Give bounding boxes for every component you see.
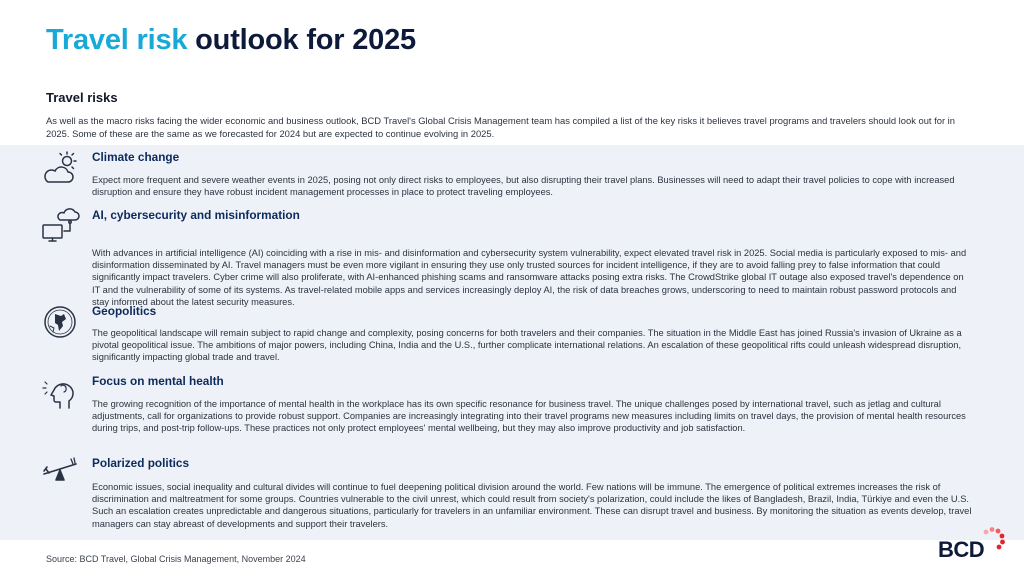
- risk-heading: Polarized politics: [92, 456, 190, 470]
- risk-body: With advances in artificial intelligence (AI) coinciding with a rise in mis- and disinformation and cybersecurity system vulnerability, expect elevated travel risk in 2025. Social media is particularly exposed to mis- and disinformation disseminated by AI. Travel managers must be even more vigilant in ensuring they use only trusted sources for incident intelligence, if they are to avoid falling prey to false information that could significantly impact travelers. Cyber crime will also proliferate, with AI-enhanced phishing scams and ransomware attacks posing extra risks. The CrowdStrike global IT outage also exposed travel's dependence on IT and the vulnerability of some of its systems. As travel-related mobile apps and services increasingly deploy AI, the risk of data breaches grows, underscoring to need to maintain robust password protocols and stay informed about the latest security measures.: [92, 248, 967, 307]
- risk-heading: Focus on mental health: [92, 374, 224, 388]
- risk-body: Expect more frequent and severe weather events in 2025, posing not only direct risks to employees, but also disrupting their travel plans. Businesses will need to adapt their travel policies to cope with increased disruption and ensure they have robust incident management processes in place to protect traveling employees.: [92, 175, 955, 198]
- ai-cyber-icon: [40, 208, 80, 244]
- page-title-accent: Travel risk: [46, 24, 188, 56]
- risk-body: Economic issues, social inequality and cultural divides will continue to fuel deepening political division around the world. Few nations will be immune. The emergence of political extremes increases the risk of discrimination and maltreatment for some groups. Countries vulnerable to the civil unrest, which could result from society's polarization, could include the likes of Bangladesh, Brazil, India, Türkiye and even the U.S. Such an escalation creates unpredictable and dangerous situations, particularly for travelers in an unfamiliar environment. These can disrupt travel and business. By monitoring the situation as events develop, travel managers can stay abreast of developments and support their travelers.: [92, 482, 972, 529]
- seesaw-icon: [40, 456, 80, 492]
- mental-health-icon: [40, 374, 80, 410]
- page-title: [46, 24, 416, 57]
- page-title-rest: outlook for 2025: [187, 24, 416, 56]
- climate-icon: [40, 150, 80, 186]
- bcd-logo: [938, 526, 1008, 566]
- section-heading: Travel risks: [46, 90, 118, 105]
- source-note: Source: BCD Travel, Global Crisis Management, November 2024: [46, 554, 306, 564]
- logo-dots-icon: [980, 526, 1010, 556]
- geopolitics-icon: [40, 304, 80, 340]
- risk-body: The geopolitical landscape will remain subject to rapid change and complexity, posing concerns for both travelers and their companies. The situation in the Middle East has joined Russia's invasion of Ukraine as a pivotal geopolitical issue. The ambitions of major powers, including China, India and the U.S., further complicate international relations. An escalation of these geopolitical rifts could unleash widespread disruption, significantly impacting global trade and travel.: [92, 328, 962, 363]
- logo-text: BCD: [938, 537, 985, 562]
- risk-heading: Geopolitics: [92, 304, 157, 318]
- risk-heading: Climate change: [92, 150, 180, 164]
- intro-paragraph: As well as the macro risks facing the wider economic and business outlook, BCD Travel's Global Crisis Management team has compiled a list of the key risks it believes travel programs and travelers should look out for in 2025. Some of these are the same as we forecasted for 2024 but are expected to continue evolving in 2025.: [46, 115, 955, 139]
- risk-heading: AI, cybersecurity and misinformation: [92, 208, 300, 222]
- risk-body: The growing recognition of the importance of mental health in the workplace has its own specific resonance for business travel. The unique challenges posed by international travel, such as jetlag and cultural adjustments, call for organizations to provide robust support. Companies are increasingly integrating into their travel programs new measures including limits on travel days, the provision of mental health resources during trips, and post-trip follow-ups. These practices not only protect employees' mental wellbeing, but they may also improve productivity and job satisfaction.: [92, 399, 966, 434]
